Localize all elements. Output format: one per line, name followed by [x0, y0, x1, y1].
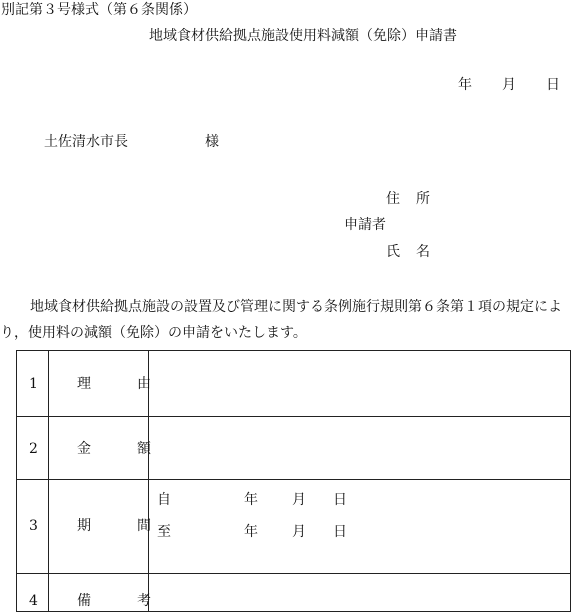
- row-number-cell: [17, 351, 49, 416]
- row-label-cell: [49, 480, 149, 573]
- label-char-2: 間: [137, 518, 151, 534]
- row-number: 2: [29, 441, 38, 457]
- label-char-1: 備: [77, 593, 91, 609]
- table-row-amount: [17, 417, 570, 480]
- row-number: 3: [29, 518, 38, 534]
- remarks-field[interactable]: [149, 574, 570, 612]
- table-row-reason: [17, 351, 570, 417]
- address-char-2: 所: [416, 191, 430, 207]
- row-number-cell: [17, 417, 49, 479]
- period-from-year: 年: [244, 492, 258, 508]
- reason-field[interactable]: [149, 351, 570, 416]
- table-row-period: [17, 480, 570, 574]
- period-to-year: 年: [244, 524, 258, 540]
- table-row-remarks: [17, 574, 570, 612]
- row-label-cell: [49, 574, 149, 612]
- statement-line-2: り，使用料の減額（免除）の申請をいたします。: [0, 325, 307, 341]
- label-char-1: 理: [77, 376, 91, 392]
- label-char-1: 金: [77, 441, 91, 457]
- row-number-cell: [17, 574, 49, 612]
- applicant-label: 申請者: [344, 217, 386, 233]
- address-char-1: 住: [386, 191, 400, 207]
- name-char-2: 名: [416, 244, 430, 260]
- label-char-2: 額: [137, 441, 151, 457]
- row-label-cell: [49, 351, 149, 416]
- application-table: [16, 350, 571, 612]
- row-number-cell: [17, 480, 49, 573]
- period-to-month: 月: [292, 524, 306, 540]
- period-to-day: 日: [333, 524, 347, 540]
- period-from-month: 月: [292, 492, 306, 508]
- request-statement: [0, 294, 587, 346]
- period-from-mark: 自: [157, 492, 171, 508]
- period-from-day: 日: [333, 492, 347, 508]
- addressee: 土佐清水市長: [44, 134, 128, 150]
- row-number: 1: [29, 376, 38, 392]
- form-number: 別記第３号様式（第６条関係）: [1, 2, 197, 18]
- label-char-2: 考: [137, 593, 151, 609]
- name-char-1: 氏: [386, 244, 400, 260]
- date-year-label: 年: [458, 77, 472, 93]
- applicant-name-label: [386, 245, 430, 259]
- label-char-2: 由: [137, 376, 151, 392]
- date-month-label: 月: [502, 77, 516, 93]
- row-label-cell: [49, 417, 149, 479]
- honorific: 様: [205, 134, 219, 150]
- period-field[interactable]: [149, 480, 570, 573]
- amount-field[interactable]: [149, 417, 570, 479]
- label-char-1: 期: [77, 518, 91, 534]
- row-number: 4: [29, 593, 38, 609]
- period-to-mark: 至: [157, 524, 171, 540]
- document-title: 地域食材供給拠点施設使用料減額（免除）申請書: [149, 28, 457, 44]
- date-day-label: 日: [546, 77, 560, 93]
- applicant-address-label: [386, 192, 430, 206]
- statement-line-1: 地域食材供給拠点施設の設置及び管理に関する条例施行規則第６条第１項の規定によ: [30, 299, 562, 315]
